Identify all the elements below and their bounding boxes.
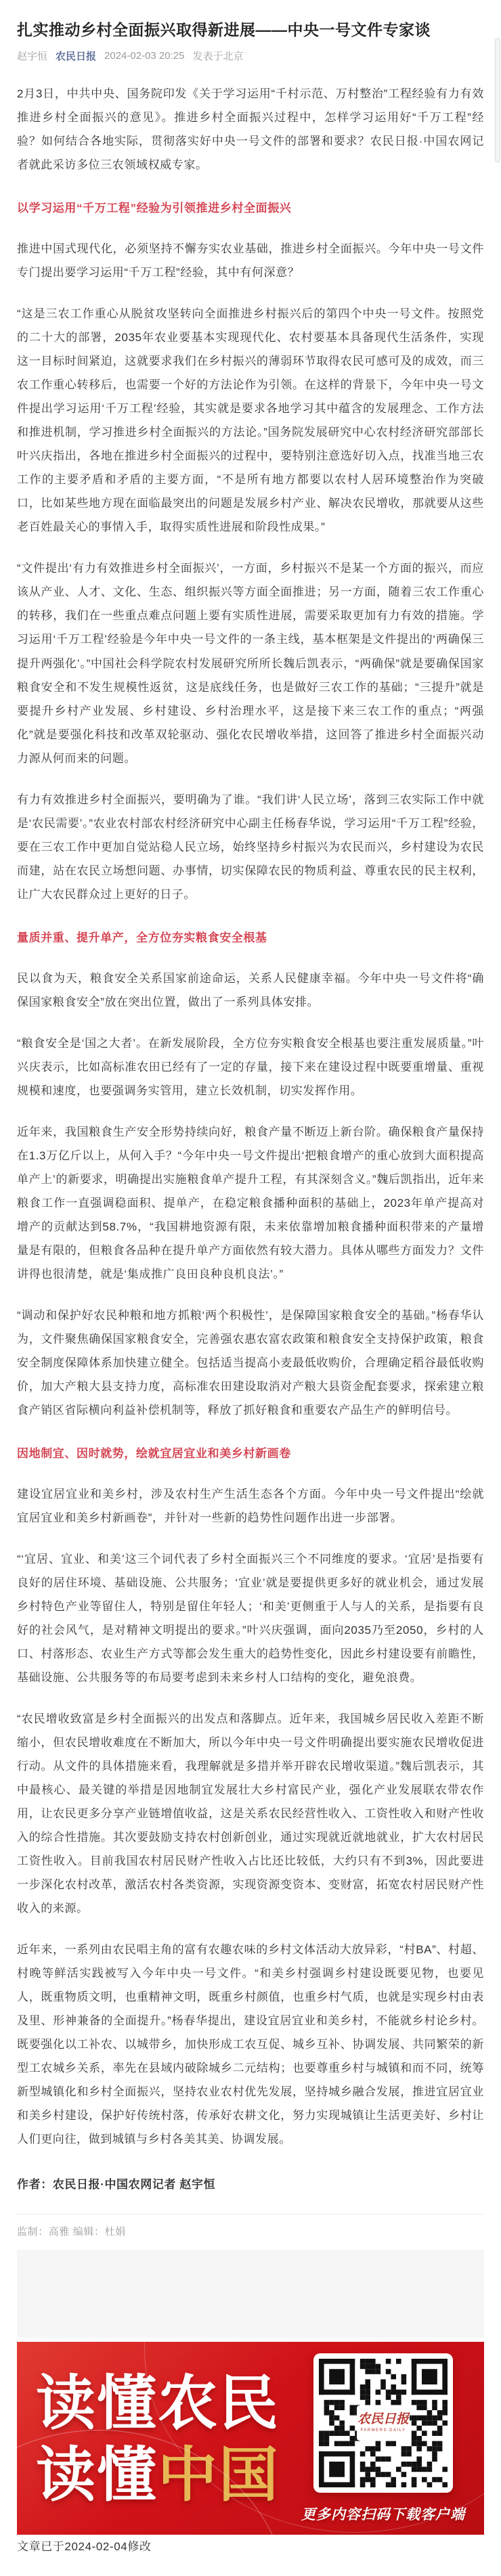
paragraph: 建设宜居宜业和美乡村，涉及农村生产生活生态各个方面。今年中央一号文件提出“绘就宜居宜业和美乡村新画卷”，并针对一些新的趋势性问题作出进一步部署。: [17, 1487, 484, 1524]
banner-line-2: 读懂中国: [36, 2439, 280, 2510]
page-title: 扎实推动乡村全面振兴取得新进展——中央一号文件专家谈: [17, 21, 431, 39]
scrollbar-thumb[interactable]: [495, 38, 500, 162]
paragraph: “调动和保护好农民种粮和地方抓粮‘两个积极性’，是保障国家粮食安全的基础。”杨春华认为，文件聚焦确保国家粮食安全，完善强农惠农富农政策和粮食安全支持保护政策，粮食安全制度保障体系加快建立健全。包括适当提高小麦最低收购价，合理确定稻谷最低收购价，加大产粮大县支持力度，高标准农田建设取消对产粮大县资金配套要求，探索建立粮食产销区省际横向利益补偿机制等，释放了抓好粮食和重要农产品生产的鲜明信号。: [17, 1308, 484, 1417]
banner-gold-text: 中国: [158, 2439, 280, 2510]
section-heading-1: 以学习运用“千万工程”经验为引领推进乡村全面振兴: [17, 202, 292, 215]
promo-banner[interactable]: [17, 2342, 484, 2535]
publish-location: 发表于北京: [192, 51, 244, 63]
paragraph: 近年来，我国粮食生产安全形势持续向好，粮食产量不断迈上新台阶。确保粮食产量保持在1.3万亿斤以上，从何入手？“今年中央一号文件提出‘把粮食增产的重心放到大面积提高单产上’的新要求，明确提出实施粮食单产提升工程，有其深刻含义。”魏后凯指出，近年来粮食工作一直强调稳面积、提单产，在稳定粮食播种面积的基础上，2023年单产提高对增产的贡献达到58.7%，“我国耕地资源有限，未来依靠增加粮食播种面积带来的产量增量是有限的，但粮食各品种在提升单产方面依然有较大潜力。具体从哪些方面发力？文件讲得也很清楚，就是‘集成推广良田良种良机良法’。”: [17, 1125, 484, 1281]
account-link[interactable]: 农民日报: [56, 51, 97, 63]
divider: [17, 2214, 484, 2215]
section-heading-2: 量质并重、提升单产，全方位夯实粮食安全根基: [17, 931, 267, 944]
paragraph: “粮食安全是‘国之大者’。在新发展阶段，全方位夯实粮食安全根基也要注重发展质量。”叶兴庆表示，比如高标准农田已经有了一定的存量，接下来在建设过程中既要重增量、重视规模和速度，也要强调务实管用，建立长效机制，切实发挥作用。: [17, 1036, 484, 1097]
paragraph-intro: 2月3日，中共中央、国务院印发《关于学习运用“千村示范、万村整治”工程经验有力有效推进乡村全面振兴的意见》。推进乡村全面振兴过程中，怎样学习运用好“千万工程”经验？如何结合各地实际，贯彻落实好中央一号文件的部署和要求？农民日报·中国农网记者就此采访多位三农领域权威专家。: [17, 87, 484, 172]
publish-time: 2024-02-03 20:25: [104, 50, 185, 62]
section-heading-3: 因地制宜、因时就势，绘就宜居宜业和美乡村新画卷: [17, 1446, 291, 1460]
qr-code: [313, 2353, 453, 2493]
qr-caption: 更多内容扫码下载客户端: [301, 2506, 465, 2523]
paragraph: “农民增收致富是乡村全面振兴的出发点和落脚点。近年来，我国城乡居民收入差距不断缩小，但农民增收难度在不断加大，所以今年中央一号文件明确提出要实施农民增收促进行动。从文件的具体措施来看，我理解就是多措并举开辟农民增收渠道。”魏后凯表示，其中最核心、最关键的举措是因地制宜发展壮大乡村富民产业，强化产业发展联农带农作用，让农民更多分享产业链增值收益，这是关系农民经营性收入、工资性收入和财产性收入的综合性措施。其次要鼓励支持农村创新创业，通过实现就近就地就业，扩大农村居民工资性收入。目前我国农村居民财产性收入占比还比较低，大约只有不到3%，因此要进一步深化农村改革，激活农村各类资源，实现资源变资本、变财富，拓宽农村居民财产性收入的来源。: [17, 1712, 484, 1915]
paragraph: “这是三农工作重心从脱贫攻坚转向全面推进乡村振兴后的第四个中央一号文件。按照党的二十大的部署，2035年农业要基本实现现代化、农村要基本具备现代生活条件，实现这一目标时间紧迫，这就要求我们在乡村振兴的薄弱环节取得农民可感可及的成效，而三农工作重心转移后，也需要一个好的方法论作为引领。在这样的背景下，今年中央一号文件提出学习运用‘千万工程’经验，其实就是要求各地学习其中蕴含的发展理念、工作方法和推进机制，学习推进乡村全面振兴的方法论。”国务院发展研究中心农村经济研究部部长叶兴庆指出，各地在推进乡村全面振兴的过程中，要特别注意选好切入点，找准当地三农工作的主要矛盾和矛盾的主要方面，“不是所有地方都要以农村人居环境整治作为突破口，比如某些地方现在面临最突出的问题是发展乡村产业、解决农民增收，那就要从这些老百姓最关心的事情入手，取得实质性进展和阶段性成果。”: [17, 307, 484, 534]
byline: [17, 49, 484, 63]
banner-slogan: [36, 2367, 280, 2510]
staff-credits: 监制：高雅 编辑：杜娟: [17, 2226, 126, 2238]
banner-line-1: 读懂农民: [36, 2367, 280, 2438]
paragraph: 民以食为天，粮食安全关系国家前途命运，关系人民健康幸福。今年中央一号文件将“确保国家粮食安全”放在突出位置，做出了一系列具体安排。: [17, 971, 484, 1008]
article-page: [0, 19, 501, 2558]
paragraph: “‘宜居、宜业、和美’这三个词代表了乡村全面振兴三个不同维度的要求。‘宜居’是指要有良好的居住环境、基础设施、公共服务；‘宜业’就是要提供更多好的就业机会，通过发展乡村特色产业等留住人，特别是留住年轻人；‘和美’更侧重于人与人的关系，是指要有良好的社会风气，是对精神文明提出的要求。”叶兴庆强调，面向2035乃至2050，乡村的人口、村落形态、农业生产方式等都会发生重大的趋势性变化，因此乡村建设要有前瞻性，基础设施、公共服务等的布局要考虑到未来乡村人口结构的变化，避免浪费。: [17, 1552, 484, 1685]
author-credit-line: 作者：农民日报·中国农网记者 赵宇恒: [17, 2178, 216, 2192]
paragraph: “文件提出‘有力有效推进乡村全面振兴’，一方面，乡村振兴不是某一个方面的振兴，而应该从产业、人才、文化、生态、组织振兴等方面全面推进；另一方面，随着三农工作重心的转移，我们在一些重点难点问题上要有实质性进展，需要采取更加有力有效的措施。学习运用‘千万工程’经验是今年中央一号文件的一条主线，基本框架是文件提出的‘两确保三提升两强化’。”中国社会科学院农村发展研究所所长魏后凯表示，“两确保”就是要确保国家粮食安全和不发生规模性返贫，这是底线任务，也是做好三农工作的基础；“三提升”就是要提升乡村产业发展、乡村建设、乡村治理水平，这是接下来三农工作的重点；“两强化”就是要强化科技和改革双轮驱动、强化农民增收举措，这回答了推进乡村全面振兴动力源从何而来的问题。: [17, 562, 484, 765]
paragraph: 近年来，一系列由农民唱主角的富有农趣农味的乡村文体活动大放异彩，“村BA”、村超、村晚等鲜活实践被写入今年中央一号文件。“和美乡村强调乡村建设既要见物，也要见人，既重物质文明，也重精神文明，既重乡村颜值，也重乡村气质，也就是实现乡村由表及里、形神兼备的全面提升。”杨春华提出，建设宜居宜业和美乡村，不能就乡村论乡村。既要强化以工补农、以城带乡，加快形成工农互促、城乡互补、协调发展、共同繁荣的新型工农城乡关系，率先在县域内破除城乡二元结构；也要尊重乡村与城镇和而不同，统筹新型城镇化和乡村全面振兴，坚持农业农村优先发展，坚持城乡融合发展，推进宜居宜业和美乡村建设，保护好传统村落，传承好农耕文化，努力实现城镇让生活更美好、乡村让人们更向往，做到城镇与乡村各美其美、协调发展。: [17, 1943, 484, 2146]
paragraph: 推进中国式现代化，必须坚持不懈夯实农业基础，推进乡村全面振兴。今年中央一号文件专门提出要学习运用“千万工程”经验，其中有何深意？: [17, 242, 484, 280]
image-placeholder: [17, 2250, 484, 2338]
modified-note: 文章已于2024-02-04修改: [17, 2540, 152, 2554]
author-name: 赵宇恒: [17, 51, 48, 63]
article-body: [17, 82, 484, 2558]
paragraph: 有力有效推进乡村全面振兴，要明确为了谁。“我们讲‘人民立场’，落到三农实际工作中就是‘农民需要’。”农业农村部农村经济研究中心副主任杨春华说，学习运用“千万工程”经验，要在三农工作中更加自觉站稳人民立场，始终坚持乡村振兴为农民而兴，乡村建设为农民而建，站在农民立场想问题、办事情，切实保障农民的物质利益、尊重农民的民主权利，让广大农民群众过上更好的日子。: [17, 793, 484, 901]
qr-center-logo: 农民日报 FARMERS DAILY: [357, 2405, 410, 2441]
